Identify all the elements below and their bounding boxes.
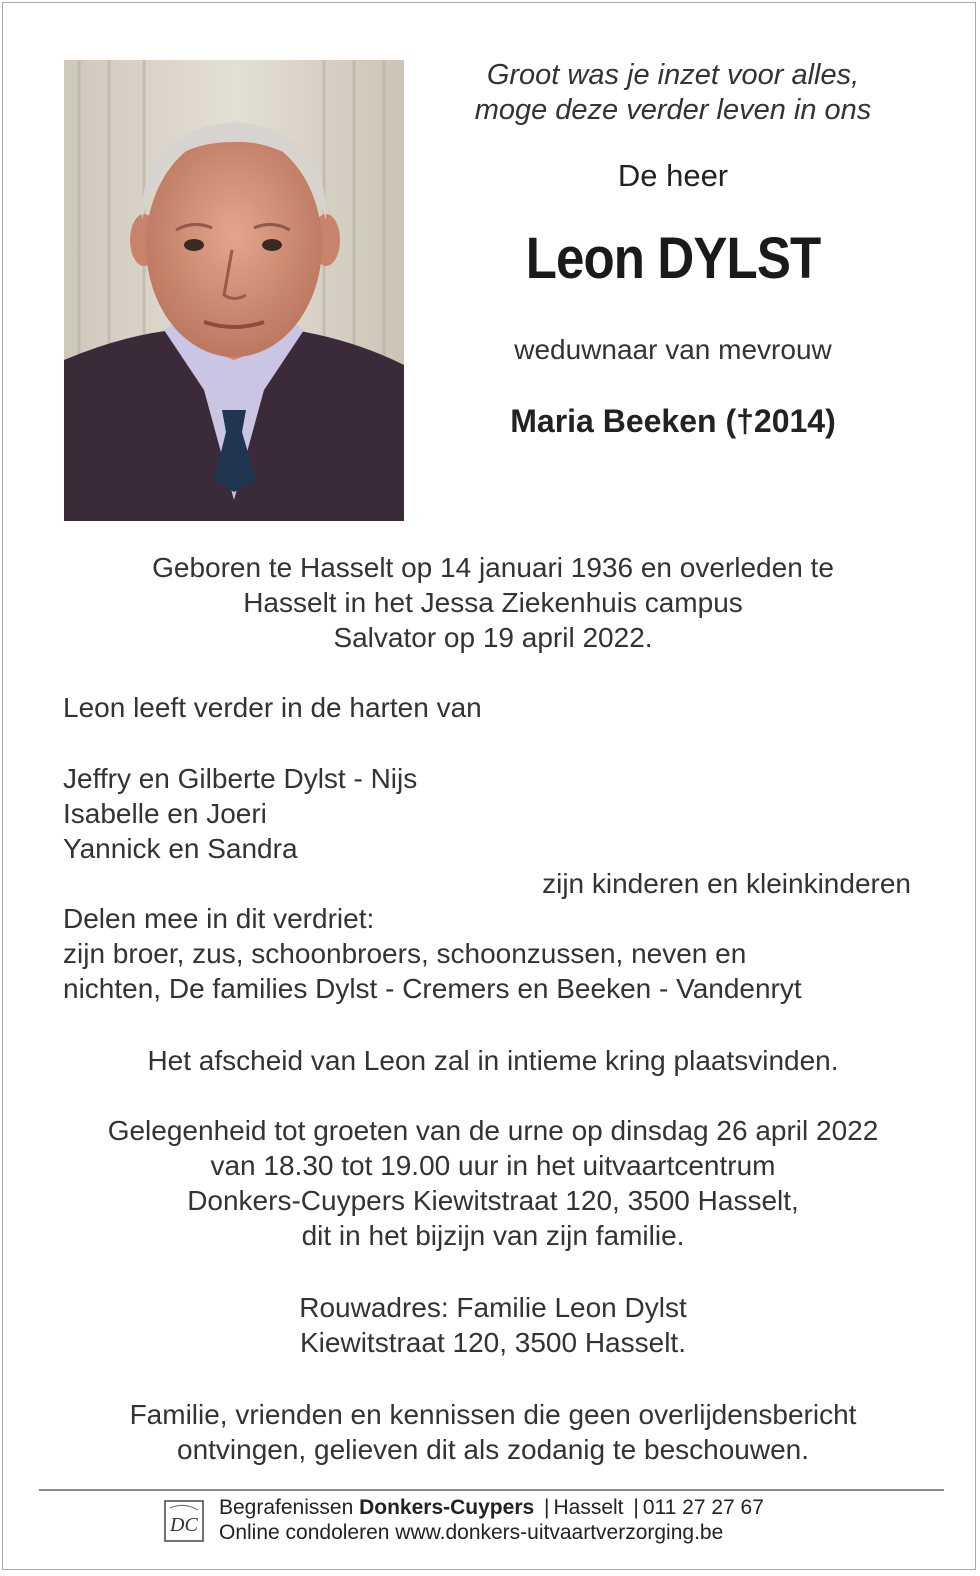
visitation-line-3: Donkers-Cuypers Kiewitstraat 120, 3500 Hasselt, bbox=[187, 1185, 799, 1216]
verse-line-2: moge deze verder leven in ons bbox=[474, 94, 872, 126]
notice-line-2: ontvingen, gelieven dit als zodanig te beschouwen. bbox=[177, 1434, 809, 1465]
company-name: Donkers-Cuypers bbox=[359, 1496, 535, 1519]
portrait-image bbox=[64, 60, 404, 521]
share-grief bbox=[63, 901, 943, 1006]
mourning-address bbox=[43, 1290, 943, 1360]
footer-line-2 bbox=[219, 1520, 764, 1545]
list-item: Isabelle en Joeri bbox=[63, 798, 267, 829]
visitation-line-4: dit in het bijzijn van zijn familie. bbox=[301, 1220, 685, 1251]
verse-line-1: Groot was je inzet voor alles, bbox=[486, 59, 860, 91]
list-item: Jeffry en Gilberte Dylst - Nijs bbox=[63, 763, 418, 794]
list-item: Yannick en Sandra bbox=[63, 833, 298, 864]
funeral-home-logo bbox=[164, 1500, 204, 1542]
footer-line-1 bbox=[219, 1495, 764, 1520]
funeral-home-footer bbox=[219, 1495, 764, 1545]
online-label: Online condoleren bbox=[219, 1521, 390, 1544]
visitation-line-2: van 18.30 tot 19.00 uur in het uitvaartcentrum bbox=[210, 1150, 776, 1181]
logo-text: DC bbox=[170, 1514, 198, 1536]
relation-text: weduwnaar van mevrouw bbox=[514, 334, 832, 365]
notice-text bbox=[43, 1397, 943, 1467]
footer-city: Hasselt bbox=[553, 1496, 624, 1519]
address-line-1: Rouwadres: Familie Leon Dylst bbox=[299, 1292, 687, 1323]
separator: | bbox=[544, 1496, 550, 1519]
share-line-1: zijn broer, zus, schoonbroers, schoonzussen, neven en bbox=[63, 938, 747, 969]
footer-prefix: Begrafenissen bbox=[219, 1496, 354, 1519]
visitation-info bbox=[43, 1113, 943, 1253]
share-intro: Delen mee in dit verdriet: bbox=[63, 903, 375, 934]
portrait-photo bbox=[64, 60, 404, 521]
share-line-2: nichten, De families Dylst - Cremers en Beeken - Vandenryt bbox=[63, 973, 802, 1004]
birth-death-line-1: Geboren te Hasselt op 14 januari 1936 en overleden te bbox=[152, 552, 834, 583]
footer-phone: 011 27 27 67 bbox=[642, 1496, 764, 1519]
survivors-intro: Leon leeft verder in de harten van bbox=[63, 692, 482, 723]
visitation-line-1: Gelegenheid tot groeten van de urne op dinsdag 26 april 2022 bbox=[107, 1115, 879, 1146]
memorial-verse bbox=[423, 58, 923, 128]
birth-death-info bbox=[43, 550, 943, 655]
notice-line-1: Familie, vrienden en kennissen die geen overlijdensbericht bbox=[129, 1399, 857, 1430]
honorific: De heer bbox=[617, 158, 729, 193]
birth-death-line-3: Salvator op 19 april 2022. bbox=[333, 622, 653, 653]
address-line-2: Kiewitstraat 120, 3500 Hasselt. bbox=[300, 1327, 686, 1358]
children-list bbox=[63, 761, 943, 866]
spouse-name: Maria Beeken (†2014) bbox=[510, 403, 836, 439]
footer-divider bbox=[39, 1489, 944, 1491]
farewell-text: Het afscheid van Leon zal in intieme kring plaatsvinden. bbox=[147, 1045, 839, 1076]
deceased-name: Leon DYLST bbox=[525, 226, 821, 291]
obituary-card bbox=[2, 2, 976, 1570]
website-link[interactable]: www.donkers-uitvaartverzorging.be bbox=[395, 1521, 724, 1544]
birth-death-line-2: Hasselt in het Jessa Ziekenhuis campus bbox=[243, 587, 743, 618]
children-label: zijn kinderen en kleinkinderen bbox=[542, 868, 911, 899]
logo-icon bbox=[164, 1500, 204, 1542]
separator: | bbox=[633, 1496, 639, 1519]
